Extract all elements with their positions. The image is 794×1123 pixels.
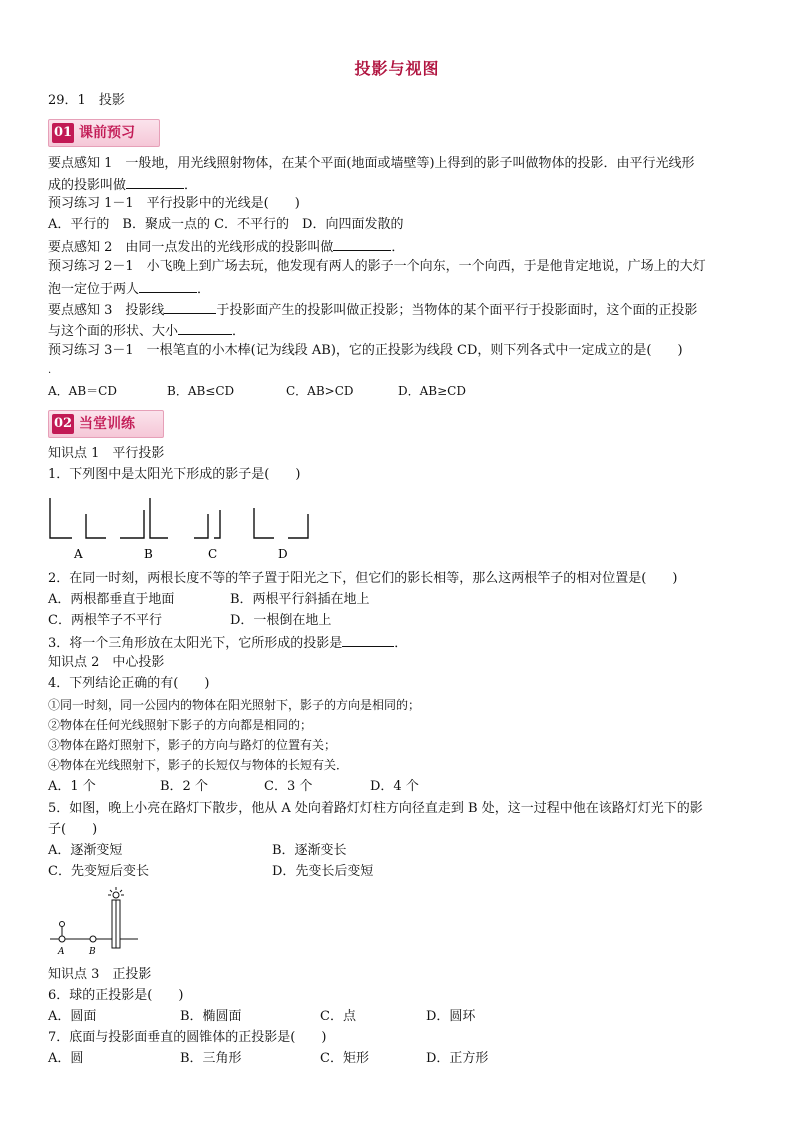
figure-label-c: C	[208, 547, 218, 561]
practice-2-1-line2	[48, 279, 210, 299]
shadow-figure-c-left	[194, 514, 208, 538]
section-badge-training	[48, 410, 164, 438]
text: 要点感知 2 由同一点发出的光线形成的投影叫做	[48, 240, 334, 255]
key-point-3-line2	[48, 321, 245, 341]
practice-1-1: 预习练习 1－1 平行投影中的光线是( )	[48, 196, 300, 211]
shadow-figure-d-left	[254, 508, 274, 538]
question-4-statement-4: ④物体在光线照射下，影子的长短仅与物体的长短有关．	[48, 758, 349, 772]
badge-label: 课前预习	[79, 125, 135, 141]
question-7-option-c: C．矩形	[320, 1051, 369, 1066]
answer-blank	[139, 279, 197, 293]
answer-blank	[342, 633, 394, 647]
point-a-marker	[59, 936, 65, 942]
question-7-option-a: A．圆	[48, 1051, 84, 1066]
answer-blank	[333, 237, 391, 251]
shadow-figure-a-left	[50, 498, 72, 538]
point-a-label: A	[58, 947, 65, 957]
question-7-option-d: D．正方形	[426, 1051, 489, 1066]
text: 泡一定位于两人	[48, 282, 140, 297]
practice-3-1: 预习练习 3－1 一根笔直的小木棒(记为线段 AB)，它的正投影为线段 CD，则下列各式中一定成立的是( )	[48, 343, 683, 358]
question-4-statement-1: ①同一时刻，同一公园内的物体在阳光照射下，影子的方向是相同的；	[48, 698, 421, 712]
question-4-option-c: C．3 个	[264, 779, 313, 794]
answer-blank	[178, 321, 232, 335]
badge-number: 01	[52, 123, 74, 143]
question-2-option-b: B．两根平行斜插在地上	[230, 592, 370, 607]
question-2: 2．在同一时刻，两根长度不等的竿子置于阳光之下，但它们的影长相等，那么这两根竿子的相对位置是( )	[48, 571, 678, 586]
text: 于投影面产生的投影叫做正投影；当物体的某个面平行于投影面时，这个面的正投影	[216, 303, 698, 318]
question-6-option-a: A．圆面	[48, 1009, 97, 1024]
practice-3-1-option-b: B．AB≤CD	[167, 384, 235, 398]
question-4-statement-3: ③物体在路灯照射下，影子的方向与路灯的位置有关；	[48, 738, 337, 752]
key-point-1-line2	[48, 175, 197, 195]
text: ．	[394, 636, 408, 651]
section-badge-preview	[48, 119, 160, 147]
figure-label-b: B	[144, 547, 153, 561]
question-4-statement-2: ②物体在任何光线照射下影子的方向都是相同的；	[48, 718, 313, 732]
shadow-figure-b-left	[120, 510, 144, 538]
text: 3．将一个三角形放在太阳光下，它所形成的投影是	[48, 636, 343, 651]
section-heading: 29．1 投影	[48, 93, 125, 108]
question-4: 4．下列结论正确的有( )	[48, 676, 210, 691]
question-7-option-b: B．三角形	[180, 1051, 242, 1066]
answer-blank	[126, 175, 184, 189]
question-3	[48, 633, 407, 653]
shadow-figure-a-right	[86, 514, 106, 538]
text: 与这个面的形状、大小	[48, 324, 179, 339]
question-6-option-c: C．点	[320, 1009, 356, 1024]
text: 要点感知 3 投影线	[48, 303, 165, 318]
question-6: 6．球的正投影是( )	[48, 988, 184, 1003]
question-7: 7．底面与投影面垂直的圆锥体的正投影是( )	[48, 1030, 327, 1045]
shadow-figure-d-right	[288, 514, 308, 538]
practice-3-1-option-c: C．AB>CD	[286, 384, 354, 398]
question-5-figure	[46, 886, 142, 958]
question-6-option-d: D．圆环	[426, 1009, 476, 1024]
figure-label-a: A	[74, 547, 83, 561]
key-point-3-line1	[48, 300, 697, 320]
practice-1-1-options: A．平行的 B．聚成一点的 C．不平行的 D．向四面发散的	[48, 217, 404, 232]
key-point-1-line1: 要点感知 1 一般地，用光线照射物体，在某个平面(地面或墙壁等)上得到的影子叫做物体的投影．由平行光线形	[48, 156, 695, 171]
text: ．	[197, 282, 211, 297]
page-title: 投影与视图	[354, 59, 440, 78]
key-point-2	[48, 237, 404, 257]
practice-2-1-line1: 预习练习 2－1 小飞晚上到广场去玩，他发现有两人的影子一个向东，一个向西，于是他肯定地说，广场上的大灯	[48, 259, 706, 274]
question-2-option-c: C．两根竿子不平行	[48, 613, 162, 628]
light-ray	[110, 890, 112, 892]
text: ．	[232, 324, 246, 339]
question-6-option-b: B．椭圆面	[180, 1009, 242, 1024]
question-5-option-d: D．先变长后变短	[272, 864, 374, 879]
question-2-option-d: D．一根倒在地上	[230, 613, 332, 628]
badge-number: 02	[52, 414, 74, 434]
shadow-figure-b-right	[150, 498, 168, 538]
knowledge-point-3: 知识点 3 正投影	[48, 967, 152, 982]
question-2-option-a: A．两根都垂直于地面	[48, 592, 175, 607]
point-b-marker	[90, 936, 96, 942]
shadow-figure-c-right	[214, 510, 220, 538]
practice-3-1-option-d: D．AB≥CD	[398, 384, 466, 398]
person-head	[60, 922, 65, 927]
text: 成的投影叫做	[48, 178, 127, 193]
badge-label: 当堂训练	[79, 416, 135, 432]
knowledge-point-2: 知识点 2 中心投影	[48, 655, 165, 670]
question-5-option-a: A．逐渐变短	[48, 843, 123, 858]
question-4-option-a: A．1 个	[48, 779, 96, 794]
knowledge-point-1: 知识点 1 平行投影	[48, 446, 165, 461]
question-5-option-b: B．逐渐变长	[272, 843, 347, 858]
question-5-option-c: C．先变短后变长	[48, 864, 149, 879]
lamp-light	[113, 892, 119, 898]
question-1: 1．下列图中是太阳光下形成的影子是( )	[48, 467, 301, 482]
question-1-figure	[44, 494, 324, 562]
practice-3-1-option-a: A．AB＝CD	[48, 384, 117, 398]
figure-label-d: D	[278, 547, 288, 561]
text: ．	[391, 240, 405, 255]
stray-dot: .	[48, 365, 52, 376]
light-ray	[120, 890, 122, 892]
question-5-line1: 5．如图，晚上小亮在路灯下散步，他从 A 处向着路灯灯柱方向径直走到 B 处，这一过程中他在该路灯灯光下的影	[48, 801, 703, 816]
text: ．	[184, 178, 198, 193]
question-4-option-d: D．4 个	[370, 779, 419, 794]
question-4-option-b: B．2 个	[160, 779, 208, 794]
question-5-line2: 子( )	[48, 822, 98, 837]
point-b-label: B	[89, 947, 96, 957]
answer-blank	[164, 300, 216, 314]
